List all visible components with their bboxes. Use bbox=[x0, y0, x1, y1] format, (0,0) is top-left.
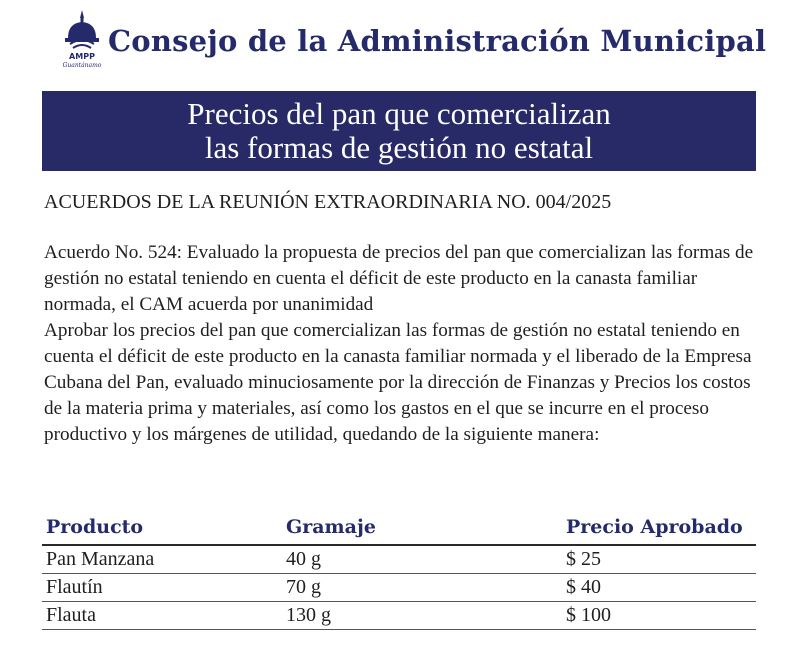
cell-weight: 130 g bbox=[282, 602, 562, 630]
banner-line-1: Precios del pan que comercializan bbox=[187, 96, 611, 131]
title-banner bbox=[42, 91, 756, 171]
header-gramaje: Gramaje bbox=[282, 514, 562, 545]
header-precio: Precio Aprobado bbox=[562, 514, 756, 545]
ampp-logo bbox=[56, 8, 108, 70]
header-producto: Producto bbox=[42, 514, 282, 545]
cell-product: Pan Manzana bbox=[42, 545, 282, 574]
cell-weight: 70 g bbox=[282, 574, 562, 602]
table-row bbox=[42, 545, 756, 574]
cell-weight: 40 g bbox=[282, 545, 562, 574]
banner-line-2: las formas de gestión no estatal bbox=[204, 130, 594, 165]
org-title: Consejo de la Administración Municipal bbox=[108, 24, 767, 58]
meeting-title: ACUERDOS DE LA REUNIÓN EXTRAORDINARIA NO. 004/2025 bbox=[44, 191, 612, 213]
cell-price: $ 100 bbox=[562, 602, 756, 630]
logo-text: AMPP bbox=[69, 52, 95, 61]
table-row bbox=[42, 602, 756, 630]
capitol-dome-icon bbox=[56, 8, 108, 70]
cell-price: $ 40 bbox=[562, 574, 756, 602]
price-table bbox=[42, 514, 756, 630]
agreement-paragraph-2: Aprobar los precios del pan que comercializan las formas de gestión no estatal teniendo en cuenta el déficit de este producto en la canasta familiar normada y el liberado de la Empresa Cubana del Pan, evaluado minuciosamente por la dirección de Finanzas y Precios los costos de la materia prima y materiales, así como los gastos en el que se incurre en el proceso productivo y los márgenes de utilidad, quedando de la siguiente manera: bbox=[44, 320, 752, 445]
cell-product: Flauta bbox=[42, 602, 282, 630]
agreement-paragraph-1: Acuerdo No. 524: Evaluado la propuesta de precios del pan que comercializan las formas de gestión no estatal teniendo en cuenta el déficit de este producto en la canasta familiar normada, el CAM acuerda por unanimidad bbox=[44, 242, 754, 315]
logo-subtext: Guantánamo bbox=[62, 62, 102, 69]
cell-price: $ 25 bbox=[562, 545, 756, 574]
table-row bbox=[42, 574, 756, 602]
table-header-row bbox=[42, 514, 756, 545]
cell-product: Flautín bbox=[42, 574, 282, 602]
agreement-text bbox=[44, 240, 764, 448]
